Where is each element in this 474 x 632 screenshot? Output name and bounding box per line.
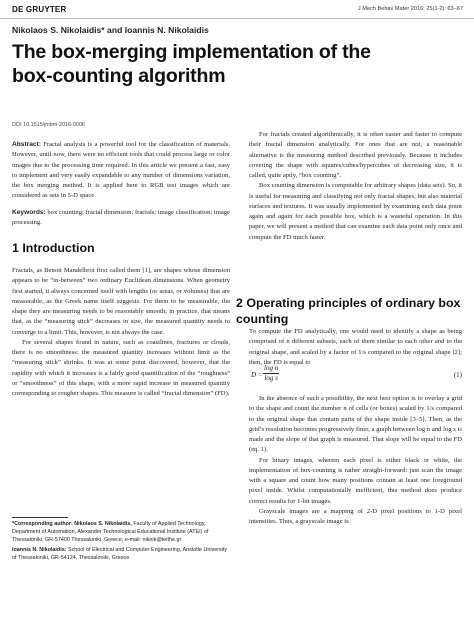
right-column-intro: [249, 130, 462, 243]
article-title: The box-merging implementation of the box-counting algorithm: [12, 41, 371, 87]
journal-citation: J Mech Behav Mater 2016; 25(1-2): 63–67: [357, 6, 463, 12]
abstract-text: Fractal analysis is a powerful tool for the classification of materials. However, until now, there were no efficient tools that could process large or color images due to the processing time required. In this article we present a fast, easy to implement and very easily expandable to any number of dimensions variation, the box merging method. It is applied here to RGB test images which are considered as sets in 5-D space.: [12, 141, 230, 200]
paragraph: For fractals created algorithmically, it is often easier and faster to compute their fractal dimension analytically. For ones that are not, a reasonable alternative is the measuring method described previously. Because it includes covering the shape with squares/cubes/hypercubes of decreasing size, it is called, quite aptly, “box counting”.: [249, 131, 462, 179]
footnote-label: *Corresponding author: Nikolaos S. Nikolaidis,: [12, 521, 132, 527]
paragraph: To compute the FD analytically, one would need to identify a shape as being comprised of n different subsets, each of them similar to each other and to the original shape, and scaled by a factor of 1/s compared to the original shape [2]; then, the FD is equal to: [249, 328, 462, 366]
left-column: [12, 140, 230, 228]
footnote-label: Ioannis N. Nikolaidis:: [12, 546, 67, 553]
running-header: [0, 0, 474, 19]
footnote-text: Faculty of Applied Technology, Department of Automation, Alexander Technological Educational Institute (ATEI) of Thessaloniki, GR-57400 Thessaloniki, Greece, e-mail: niknik@teithe.gr: [12, 521, 209, 544]
paragraph: For several shapes found in nature, such as coastlines, fractures or clouds, there is no smoothness: the measured quantity increases without limit as the “measuring stick” shrinks. It was at some point discovered, however, that the rapidity with which it increases is a fairly good quantification of the “roughness” or “smoothness” of this shape, with a more rapid increase in measured quantity corresponding to rougher shapes. This measure is called “fractal dimension” (FD).: [12, 338, 230, 397]
footnotes: [12, 520, 230, 563]
paragraph: Fractals, as Benoit Mandelbrot first called them [1], are shapes whose dimension appears to be “in-between” two ordinary Euclidean dimensions. When geometry first started, it always concerned itself with lengths (or areas, or volumes) that are measurable, as the Greek name itself suggests. For them to be measurable, the shape they are measuring needs to be reasonably smooth; in practice, that means that, as the “measuring stick” decreases in size, the measured quantity needs to converge to a limit. This, however, is not always the case.: [12, 267, 230, 336]
doi: DOI 10.1515/jmbm-2016-0006: [12, 122, 85, 128]
footnote-rule: [12, 517, 68, 518]
equation-number: (1): [453, 371, 462, 379]
section-2-heading: 2 Operating principles of ordinary box counting: [236, 296, 461, 326]
equation-denominator: log s: [264, 374, 278, 382]
section-2-paragraph: [249, 327, 462, 368]
author-line: Nikolaos S. Nikolaidis* and Ioannis N. Nikolaidis: [12, 25, 209, 35]
footnote-coauthor: [12, 546, 230, 562]
footnote-corresponding-author: [12, 520, 230, 545]
keywords-text: box counting; fractal dimension; fractals; image classification; image processing.: [12, 208, 230, 226]
abstract: [12, 140, 230, 202]
section-1-heading: 1 Introduction: [12, 241, 95, 255]
publisher-name: DE GRUYTER: [12, 5, 67, 14]
paragraph: Grayscale images are a mapping of 2-D pixel positions to 1-D pixel intensities. Thus, a grayscale image is: [249, 507, 462, 525]
paragraph: In the absence of such a possibility, the next best option is to overlay a grid to the shape and count the number n of cells (or boxes) scaled by 1/s compared to the original shape that contain parts of the shape inside [3–5]. Then, as the grid’s resolution becomes progressively finer, a graph between log n and log s is made and the slope of that graph is measured. That slope will be equal to the FD (eq. 1).: [249, 395, 462, 454]
abstract-label: Abstract:: [12, 141, 41, 148]
keywords: [12, 208, 230, 229]
introduction-body: [12, 266, 230, 399]
paragraph: For binary images, wherein each pixel is either black or white, the implementation of box-counting is rather straight-forward: just scan the image with a square and count how many positions contain at least one foreground pixel inside. Whilst computationally inefficient, this method does produce correct results for 1-bit images.: [249, 456, 462, 505]
section-2-body: [249, 394, 462, 527]
keywords-label: Keywords:: [12, 208, 46, 216]
paragraph: Box counting dimension is computable for arbitrary shapes (data sets). So, it is useful for measuring and classifying not only fractal shapes, but also material surfaces and textures. It was usually implemented by examining each data point again and again for each possible box, which is a wasteful operation. In this paper, we will present a method that can examine each data point only once and compute the FD much faster.: [249, 182, 462, 241]
equation-1: [249, 364, 462, 386]
equation-fraction: [263, 364, 279, 383]
equation-lhs: D =: [251, 371, 263, 379]
footnote-text: School of Electrical and Computer Engineering, Aristotle University of Thessaloniki, GR-54124, Thessaloniki, Greece: [12, 546, 228, 561]
equation-numerator: log n: [264, 364, 279, 372]
